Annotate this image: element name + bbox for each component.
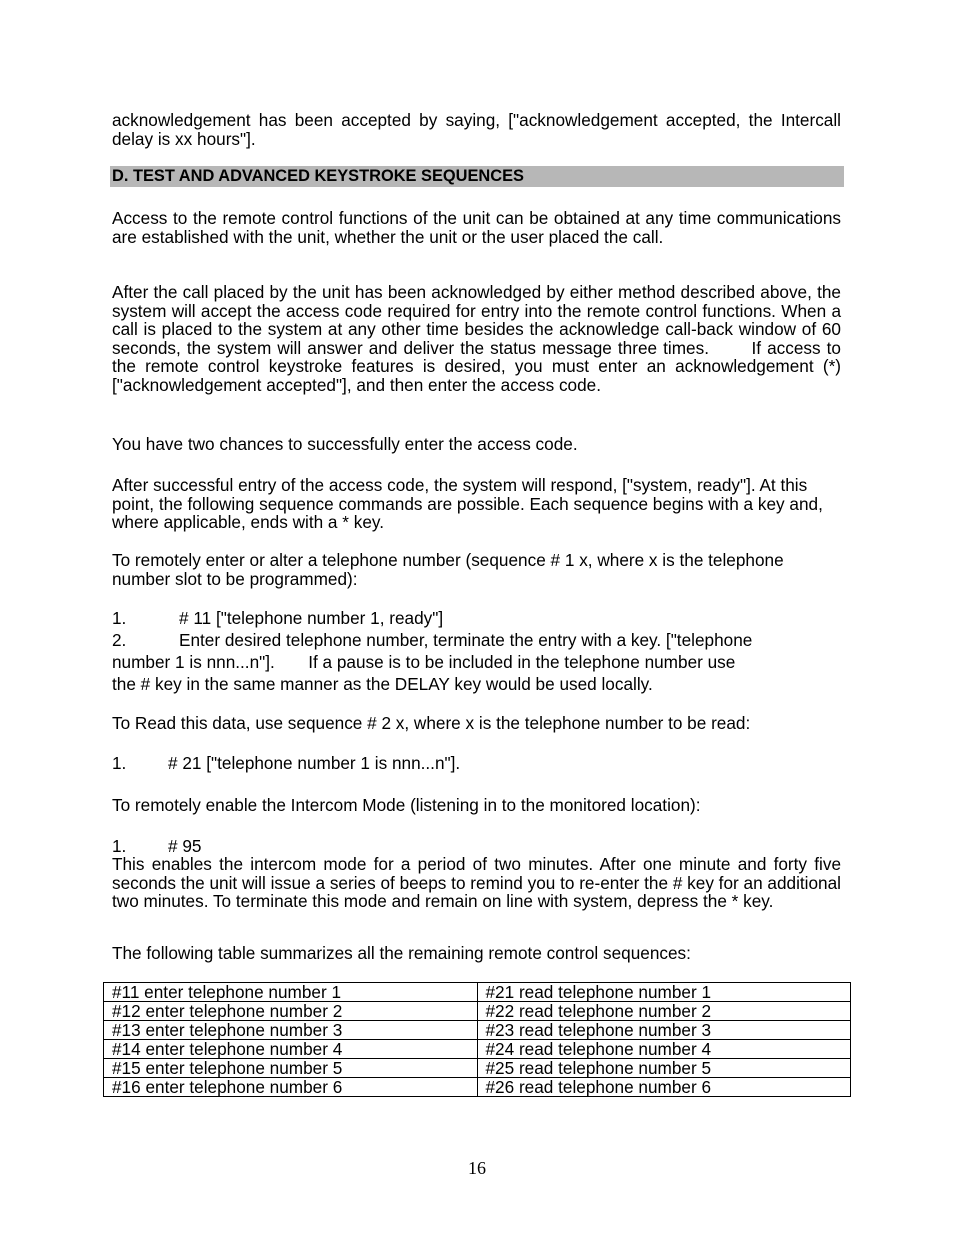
paragraph-read-data: To Read this data, use sequence # 2 x, where x is the telephone number to be read: (112, 713, 751, 733)
paragraph-intercom: To remotely enable the Intercom Mode (listening in to the monitored location): (112, 795, 701, 815)
section-heading-text: D. TEST AND ADVANCED KEYSTROKE SEQUENCES (112, 167, 524, 185)
intercom-step-1-number: 1. (112, 836, 127, 856)
paragraph-acknowledge: After the call placed by the unit has been acknowledged by either method described above, the system will accept the access code required for entry into the remote control functions. When a call is placed to the system at any other time besides the acknowledge call-back window of 60 seconds, the system will answer and deliver the status message three times. If access to the remote control keystroke features is desired, you must enter an acknowledgement (*) ["acknowledgement accepted"], and then enter the access code. (112, 282, 846, 395)
table-cell-enter: #16 enter telephone number 6 (104, 1078, 478, 1097)
table-cell-enter: #12 enter telephone number 2 (104, 1002, 478, 1021)
paragraph-two-chances: You have two chances to successfully enter the access code. (112, 434, 578, 454)
table-row (104, 1078, 851, 1097)
table-row (104, 1059, 851, 1078)
page-number: 16 (468, 1158, 486, 1178)
paragraph-table-intro: The following table summarizes all the remaining remote control sequences: (112, 943, 691, 963)
table-cell-read: #26 read telephone number 6 (477, 1078, 851, 1097)
intro-paragraph: acknowledgement has been accepted by saying, ["acknowledgement accepted, the Intercall delay is xx hours"]. (112, 110, 841, 149)
table-cell-enter: #15 enter telephone number 5 (104, 1059, 478, 1078)
enter-step-2 (112, 630, 752, 650)
enter-step-2-line-3: the # key in the same manner as the DELAY key would be used locally. (112, 674, 653, 694)
table-cell-enter: #11 enter telephone number 1 (104, 983, 478, 1002)
sequence-table (103, 982, 851, 1097)
read-step-1-number: 1. (112, 753, 127, 773)
table-row (104, 983, 851, 1002)
enter-step-1 (112, 608, 443, 628)
paragraph-remote-access: Access to the remote control functions of the unit can be obtained at any time communications are established with the unit, whether the unit or the user placed the call. (112, 208, 841, 247)
table-cell-enter: #13 enter telephone number 3 (104, 1021, 478, 1040)
table-row (104, 1002, 851, 1021)
table-cell-enter: #14 enter telephone number 4 (104, 1040, 478, 1059)
table-cell-read: #25 read telephone number 5 (477, 1059, 851, 1078)
paragraph-system-ready: After successful entry of the access code, the system will respond, ["system, ready"]. At this point, the following sequence commands are possible. Each sequence begins with a key and, where applicable, ends with a * key. (112, 475, 823, 532)
read-step-1 (112, 753, 460, 773)
paragraph-enter-number: To remotely enter or alter a telephone number (sequence # 1 x, where x is the telephone number slot to be programmed): (112, 550, 784, 589)
table-cell-read: #22 read telephone number 2 (477, 1002, 851, 1021)
table-row (104, 1021, 851, 1040)
intercom-step-1 (112, 836, 201, 856)
enter-step-2-line-2: number 1 is nnn...n"]. If a pause is to be included in the telephone number use (112, 652, 736, 672)
table-cell-read: #24 read telephone number 4 (477, 1040, 851, 1059)
table-cell-read: #23 read telephone number 3 (477, 1021, 851, 1040)
enter-step-1-text: # 11 ["telephone number 1, ready"] (179, 608, 444, 628)
intercom-step-1-text: # 95 (168, 836, 202, 856)
enter-step-1-number: 1. (112, 608, 127, 628)
read-step-1-text: # 21 ["telephone number 1 is nnn...n"]. (168, 753, 461, 773)
enter-step-2-line-1: Enter desired telephone number, terminate the entry with a key. ["telephone (179, 630, 753, 650)
paragraph-intercom-details: This enables the intercom mode for a period of two minutes. After one minute and forty five seconds the unit will issue a series of beeps to remind you to re-enter the # key for an additional two minutes. To terminate this mode and remain on line with system, depress the * key. (112, 854, 841, 911)
section-heading (110, 166, 844, 187)
table-cell-read: #21 read telephone number 1 (477, 983, 851, 1002)
enter-step-2-number: 2. (112, 630, 127, 650)
table-row (104, 1040, 851, 1059)
